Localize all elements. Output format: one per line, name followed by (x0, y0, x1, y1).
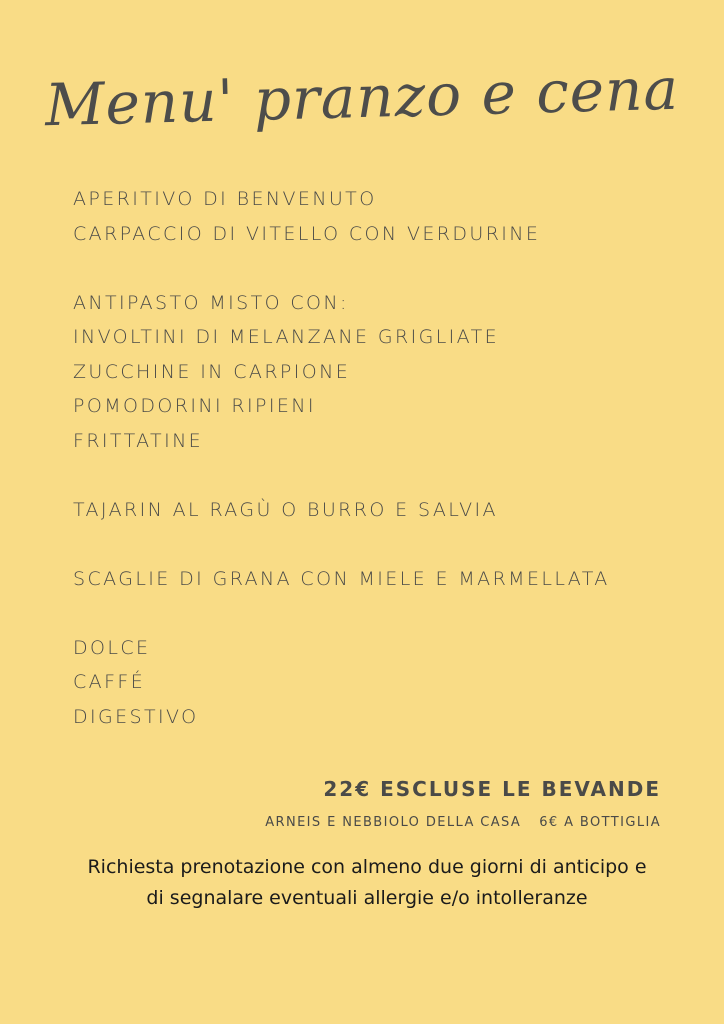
menu-group-starters (73, 182, 693, 251)
menu-item: CAFFÉ (73, 671, 146, 693)
menu-item: TAJARIN AL RAGÙ O BURRO E SALVIA (73, 498, 498, 521)
menu-item: CARPACCIO DI VITELLO CON VERDURINE (73, 222, 541, 245)
menu-item: FRITTATINE (73, 429, 204, 452)
menu-group-primo (73, 493, 693, 528)
menu-item: INVOLTINI DI MELANZANE GRIGLIATE (73, 326, 500, 348)
menu-group-formaggi (73, 562, 693, 597)
menu-item: DOLCE (73, 636, 151, 659)
menu-item: DIGESTIVO (73, 705, 199, 728)
menu-group-antipasto (73, 286, 693, 459)
menu-title: Menu' pranzo e cena (44, 54, 680, 140)
menu-price: 22€ ESCLUSE LE BEVANDE (323, 777, 661, 801)
wine-line (265, 815, 661, 830)
menu-item: APERITIVO DI BENVENUTO (73, 188, 377, 210)
menu-item: ANTIPASTO MISTO CON: (73, 291, 349, 314)
menu-item: POMODORINI RIPIENI (73, 395, 316, 417)
reservation-note: Richiesta prenotazione con almeno due giorni di anticipo e di segnalare eventuali allergie e/o intolleranze (87, 856, 647, 909)
menu-group-dessert (73, 631, 693, 735)
menu-item: ZUCCHINE IN CARPIONE (73, 360, 351, 383)
wine-name: ARNEIS E NEBBIOLO DELLA CASA (265, 815, 522, 830)
menu-item: SCAGLIE DI GRANA CON MIELE E MARMELLATA (73, 567, 610, 590)
menu-list (73, 182, 693, 769)
wine-price: 6€ A BOTTIGLIA (539, 815, 661, 830)
